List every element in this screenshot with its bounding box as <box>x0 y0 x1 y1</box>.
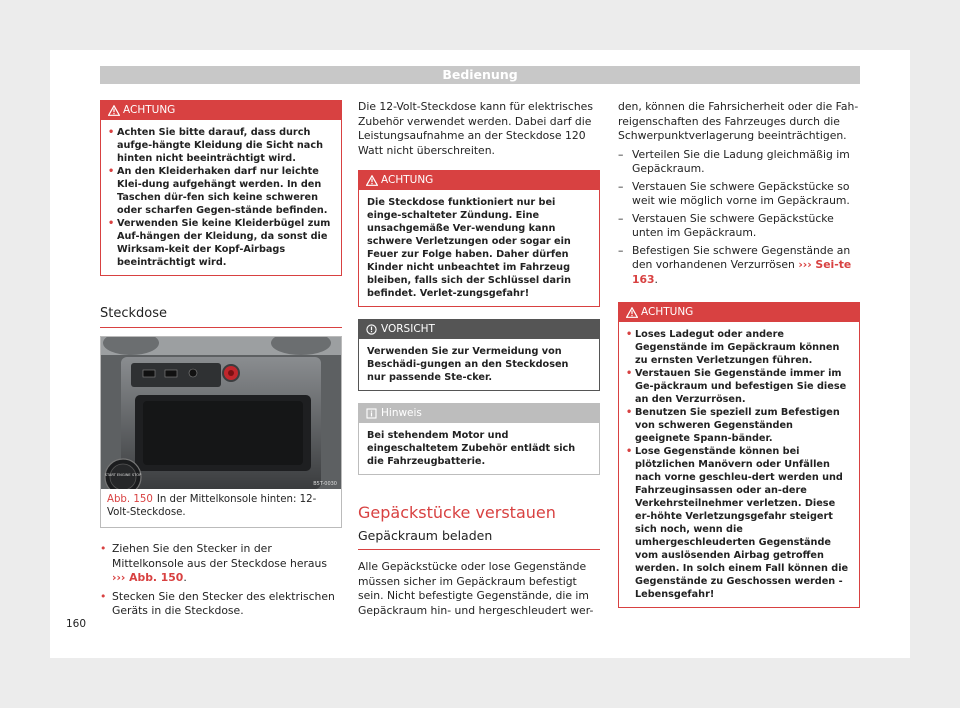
column-2 <box>358 100 600 622</box>
caution-title: VORSICHT <box>381 323 435 335</box>
chapter-title: Gepäckstücke verstauen <box>358 503 556 522</box>
start-button-label: START ENGINE STOP <box>104 473 142 477</box>
warning-header <box>101 101 341 120</box>
figure-label: Abb. 150 <box>107 494 153 505</box>
note-title: Hinweis <box>381 407 422 419</box>
warning-box-socket <box>358 170 600 307</box>
manual-page <box>50 50 910 658</box>
warning-title: ACHTUNG <box>641 306 694 318</box>
figure-reference-link[interactable]: ››› Abb. 150 <box>112 571 184 584</box>
note-body: Bei stehendem Motor und eingeschaltetem Zubehör entlädt sich die Fahrzeugbatterie. <box>367 430 576 467</box>
warning-title: ACHTUNG <box>381 174 434 186</box>
warning-header <box>359 171 599 190</box>
step-item: • Ziehen Sie den Stecker in der Mittelkonsole aus der Steckdose heraus ››› Abb. 150. <box>100 542 328 584</box>
dash-list-item: – Verteilen Sie die Ladung gleichmäßig im Gepäckraum. <box>618 147 850 175</box>
caution-body: Verwenden Sie zur Vermeidung von Beschädi-gungen an den Steckdosen nur passende Ste-cker. <box>367 346 569 383</box>
note-box <box>358 403 600 475</box>
column-1 <box>100 100 342 623</box>
warning-item: • Loses Ladegut oder andere Gegenstände im Gepäckraum können zu ernsten Verletzungen führen. <box>627 328 849 367</box>
step-item: • Stecken Sie den Stecker des elektrischen Geräts in die Steckdose. <box>100 589 335 617</box>
warning-triangle-icon <box>626 307 638 318</box>
body-paragraph: Alle Gepäckstücke oder lose Gegenstände müssen sicher im Gepäckraum befestigt sein. Nicht befestigte Gegenstände, die im Gepäckraum hin- und hergeschleudert wer- <box>358 560 594 617</box>
column-3 <box>618 100 860 620</box>
dash-list-item: – Befestigen Sie schwere Gegenstände an den vorhandenen Verzurrösen ››› Sei-te 163. <box>618 243 852 286</box>
warning-box-luggage <box>618 302 860 608</box>
warning-item: • Verstauen Sie Gegenstände immer im Ge-päckraum und befestigen Sie diese an den Verzurrösen. <box>627 367 849 406</box>
warning-item: • Benutzen Sie speziell zum Befestigen von schweren Gegenständen geeignete Spann-bänder. <box>627 406 849 445</box>
caution-box <box>358 319 600 391</box>
section-title-steckdose: Steckdose <box>100 306 342 328</box>
body-paragraph-cont: den, können die Fahrsicherheit oder die Fah-reigenschaften des Fahrzeuges durch die Schwerpunktverlagerung beeinträchtigen. <box>618 100 859 142</box>
warning-item: • Achten Sie bitte darauf, dass durch aufge-hängte Kleidung die Sicht nach hinten nicht beeinträchtigt wird. <box>109 126 331 165</box>
figure-150 <box>100 336 342 528</box>
warning-box-clothes <box>100 100 342 276</box>
dash-list-item: – Verstauen Sie schwere Gepäckstücke unten im Gepäckraum. <box>618 211 834 239</box>
warning-item: • Lose Gegenstände können bei plötzlichen Manövern oder Unfällen nach vorne geschleu-dert werden und Fahrzeuginsassen oder an-dere Verkehrsteilnehmer verletzen. Diese er-höhte Verletzungsgefahr steigert sich noch, wenn die umhergeschleuderten Gegenstände vom auslösenden Airbag getroffen werden. In solch einem Fall können die Gegenstände zu Geschossen werden - Lebensgefahr! <box>627 445 849 601</box>
warning-triangle-icon <box>366 175 378 186</box>
warning-item: • An den Kleiderhaken darf nur leichte Klei-dung aufgehängt werden. In den Taschen dür-fen sich keine schweren oder scharfen Gegen-stände befinden. <box>109 165 331 217</box>
note-header <box>359 404 599 423</box>
page-reference-link[interactable]: ››› Sei-te 163 <box>632 258 852 286</box>
warning-triangle-icon <box>108 105 120 116</box>
warning-body <box>619 322 859 607</box>
caution-circle-icon <box>366 324 377 335</box>
figure-caption-text: In der Mittelkonsole hinten: 12-Volt-Steckdose. <box>107 494 317 518</box>
figure-caption <box>101 489 341 527</box>
warning-item: • Verwenden Sie keine Kleiderbügel zum Auf-hängen der Kleidung, da sonst die Wirksam-keit der Kopf-Airbags beeinträchtigt wird. <box>109 217 331 269</box>
center-console-image <box>101 337 341 489</box>
caution-header <box>359 320 599 339</box>
page-header: Bedienung <box>100 66 860 84</box>
warning-body: Die Steckdose funktioniert nur bei einge-schalteter Zündung. Eine unsachgemäße Ver-wendung kann schwere Verletzungen oder sogar ein Feuer zur Folge haben. Daher dürfen Kinder nicht unbeachtet im Fahrzeug bleiben, falls sich der Schlüssel darin befindet. Verlet-zungsgefahr! <box>367 197 571 299</box>
dash-list-item: – Verstauen Sie schwere Gepäckstücke so weit wie möglich vorne im Gepäckraum. <box>618 179 850 207</box>
intro-paragraph: Die 12-Volt-Steckdose kann für elektrisches Zubehör verwendet werden. Dabei darf die Leistungsaufnahme an der Steckdose 120 Watt nicht überschreiten. <box>358 100 593 157</box>
figure-code: B5T-0030 <box>313 481 337 487</box>
warning-title: ACHTUNG <box>123 104 176 116</box>
warning-header <box>619 303 859 322</box>
info-note-icon <box>366 408 377 419</box>
page-number: 160 <box>66 618 87 630</box>
warning-body <box>101 120 341 275</box>
section-title-gepaeckraum: Gepäckraum beladen <box>358 528 600 550</box>
